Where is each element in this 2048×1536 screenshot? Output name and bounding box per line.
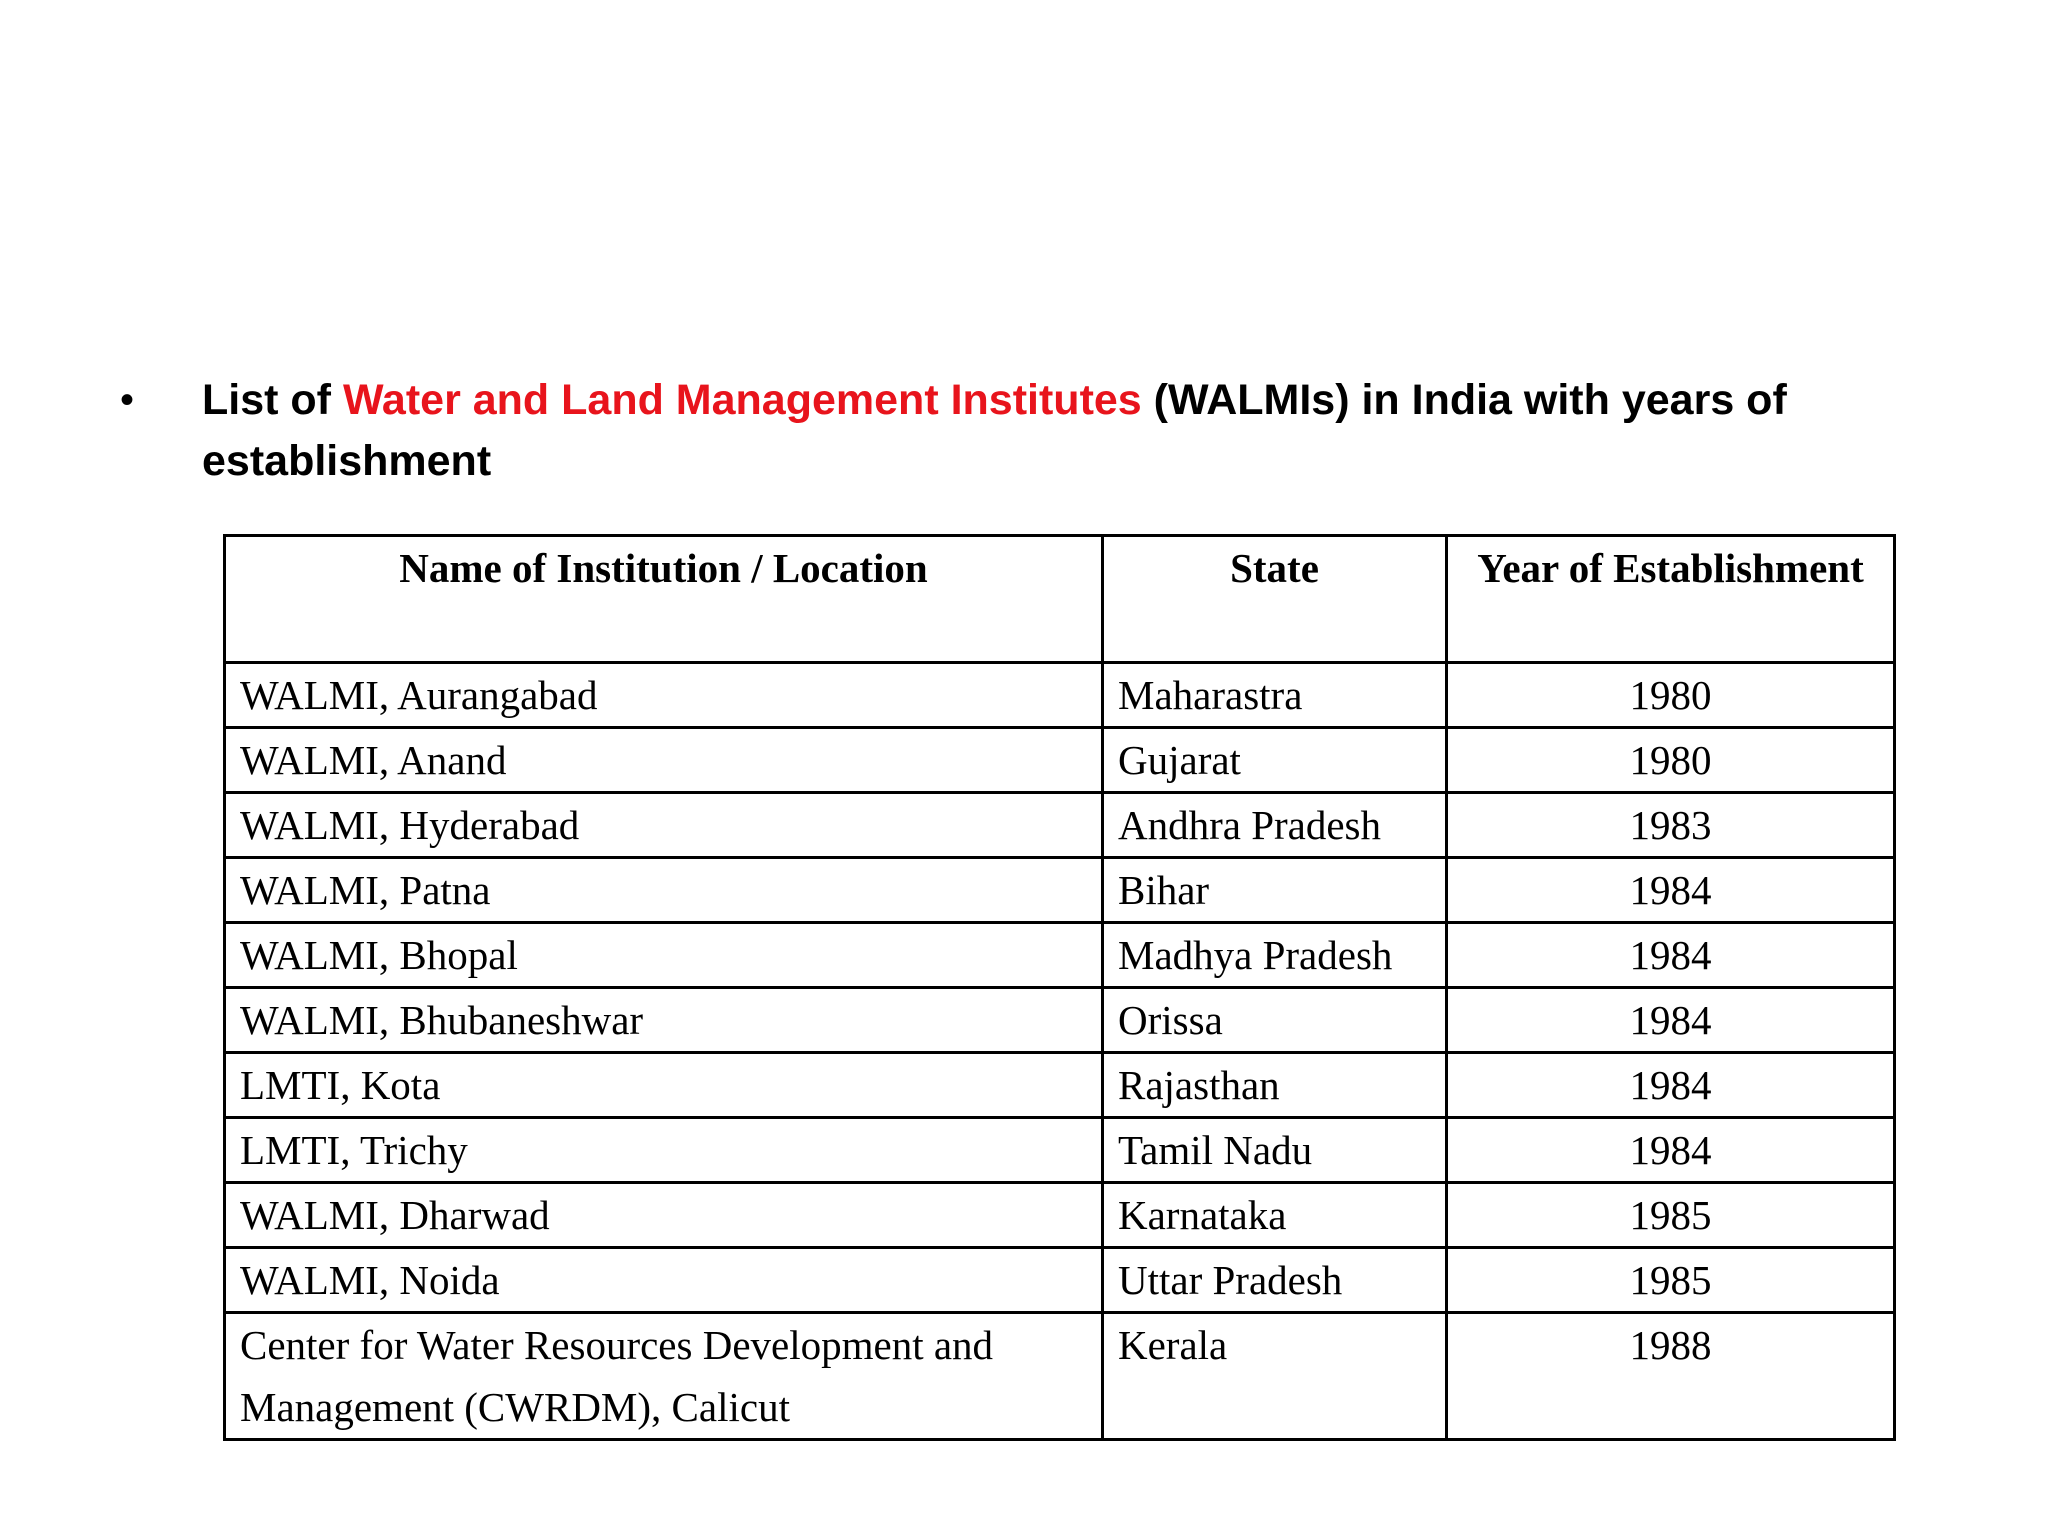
cell-year: 1988 (1447, 1313, 1895, 1440)
header-state: State (1103, 536, 1447, 663)
cell-year: 1985 (1447, 1248, 1895, 1313)
table-row (225, 1183, 1895, 1248)
table-header-row (225, 536, 1895, 663)
cell-state: Maharastra (1103, 663, 1447, 728)
cell-year: 1985 (1447, 1183, 1895, 1248)
cell-name: Center for Water Resources Development and Management (CWRDM), Calicut (225, 1313, 1103, 1440)
header-name: Name of Institution / Location (225, 536, 1103, 663)
cell-year: 1980 (1447, 663, 1895, 728)
heading-highlight: Water and Land Management Institutes (342, 376, 1142, 424)
cell-state: Orissa (1103, 988, 1447, 1053)
cell-name: WALMI, Aurangabad (225, 663, 1103, 728)
cell-year: 1984 (1447, 923, 1895, 988)
cell-year: 1984 (1447, 1118, 1895, 1183)
cell-state: Kerala (1103, 1313, 1447, 1440)
table-row (225, 988, 1895, 1053)
cell-state: Gujarat (1103, 728, 1447, 793)
table-row (225, 728, 1895, 793)
cell-state: Madhya Pradesh (1103, 923, 1447, 988)
cell-state: Karnataka (1103, 1183, 1447, 1248)
cell-year: 1983 (1447, 793, 1895, 858)
table-row (225, 1118, 1895, 1183)
cell-state: Bihar (1103, 858, 1447, 923)
cell-state: Uttar Pradesh (1103, 1248, 1447, 1313)
cell-year: 1980 (1447, 728, 1895, 793)
cell-state: Andhra Pradesh (1103, 793, 1447, 858)
header-year: Year of Establishment (1447, 536, 1895, 663)
cell-name: WALMI, Bhubaneshwar (225, 988, 1103, 1053)
heading-suffix: (WALMIs) in India with years of establishment (202, 376, 1787, 485)
walmi-table (223, 534, 1896, 1441)
table-row (225, 1313, 1895, 1440)
table-row (225, 663, 1895, 728)
cell-name: WALMI, Dharwad (225, 1183, 1103, 1248)
bullet-icon: • (120, 378, 135, 422)
cell-year: 1984 (1447, 858, 1895, 923)
cell-name: WALMI, Bhopal (225, 923, 1103, 988)
cell-name: WALMI, Anand (225, 728, 1103, 793)
cell-name: LMTI, Kota (225, 1053, 1103, 1118)
cell-state: Rajasthan (1103, 1053, 1447, 1118)
table-row (225, 1053, 1895, 1118)
heading-prefix: List of (202, 376, 343, 424)
table-row (225, 923, 1895, 988)
cell-name: WALMI, Patna (225, 858, 1103, 923)
table-row (225, 858, 1895, 923)
table-row (225, 793, 1895, 858)
cell-name: WALMI, Hyderabad (225, 793, 1103, 858)
cell-state: Tamil Nadu (1103, 1118, 1447, 1183)
cell-name: WALMI, Noida (225, 1248, 1103, 1313)
cell-year: 1984 (1447, 988, 1895, 1053)
cell-year: 1984 (1447, 1053, 1895, 1118)
cell-name: LMTI, Trichy (225, 1118, 1103, 1183)
table-row (225, 1248, 1895, 1313)
heading-text (202, 370, 1902, 492)
